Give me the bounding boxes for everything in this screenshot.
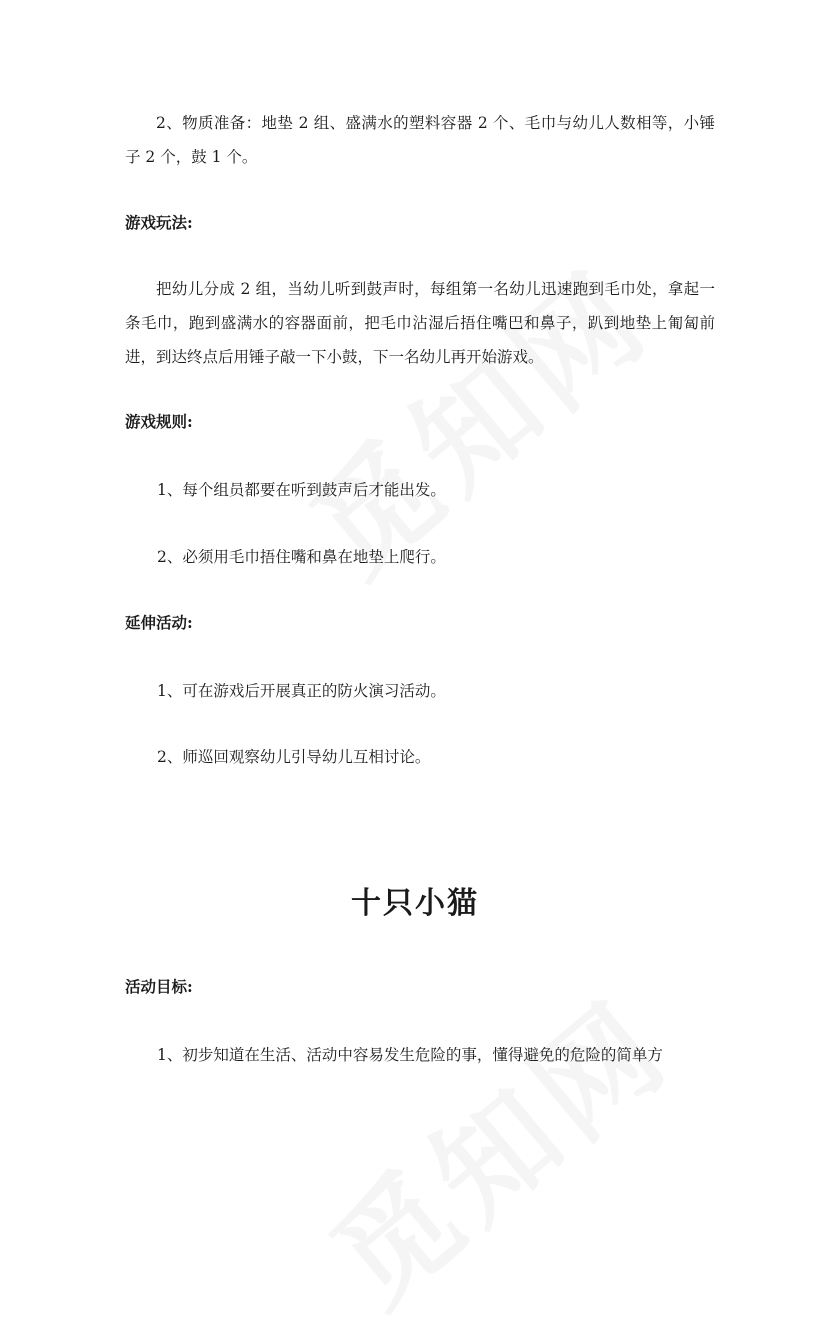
goal-item: 1、初步知道在生活、活动中容易发生危险的事，懂得避免的危险的简单方	[157, 1046, 663, 1064]
materials-paragraph: 2、物质准备：地垫 2 组、盛满水的塑料容器 2 个、毛巾与幼儿人数相等，小锤子 2 个，鼓 1 个。	[125, 114, 715, 166]
watermark	[290, 955, 699, 1337]
rule-item: 1、每个组员都要在听到鼓声后才能出发。	[157, 481, 446, 499]
section-title: 十只小猫	[351, 886, 479, 921]
goals-heading: 活动目标:	[125, 977, 193, 996]
extension-item: 2、师巡回观察幼儿引导幼儿互相讨论。	[157, 748, 431, 766]
gameplay-heading: 游戏玩法:	[125, 213, 193, 232]
extension-heading: 延伸活动:	[125, 613, 193, 632]
rules-heading: 游戏规则:	[125, 412, 193, 431]
extension-item: 1、可在游戏后开展真正的防火演习活动。	[157, 682, 446, 700]
gameplay-paragraph: 把幼儿分成 2 组，当幼儿听到鼓声时，每组第一名幼儿迅速跑到毛巾处，拿起一条毛巾，跑到盛满水的容器面前，把毛巾沾湿后捂住嘴巴和鼻子，趴到地垫上匍匐前进，到达终点后用锤子敲一下小鼓，下一名幼儿再开始游戏。	[125, 280, 715, 366]
rule-item: 2、必须用毛巾捂住嘴和鼻在地垫上爬行。	[157, 548, 446, 566]
